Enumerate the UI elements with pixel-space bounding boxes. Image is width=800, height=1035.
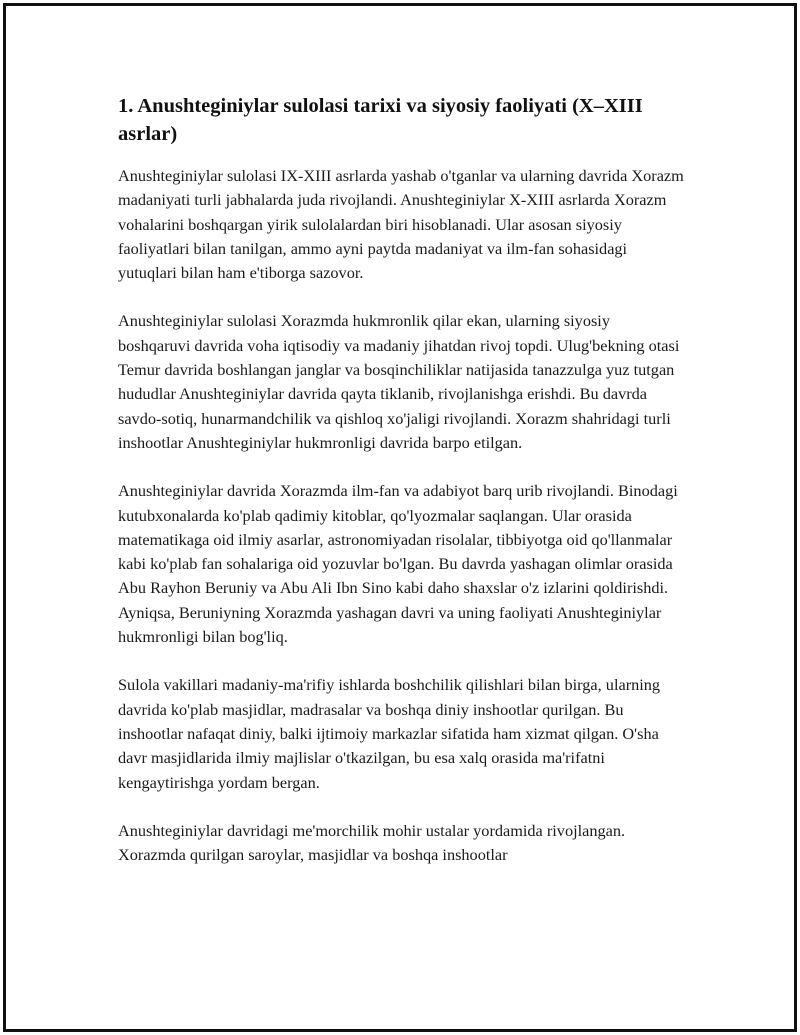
paragraph-3: Anushteginiylar davrida Xorazmda ilm-fan va adabiyot barq urib rivojlandi. Binodagi kutubxonalarda ko'plab qadimiy kitoblar, qo'lyozmalar saqlangan. Ular orasida matematikaga oid ilmiy asarlar, astronomiyadan risolalar, tibbiyotga oid qo'llanmalar kabi ko'plab fan sohalariga oid yozuvlar bo'lgan. Bu davrda yashagan olimlar orasida Abu Rayhon Beruniy va Abu Ali Ibn Sino kabi daho shaxslar o'z izlarini qoldirishdi. Ayniqsa, Beruniyning Xorazmda yashagan davri va uning faoliyati Anushteginiylar hukmronligi bilan bog'liq. <box>118 481 678 647</box>
paragraph-1: Anushteginiylar sulolasi IX-XIII asrlarda yashab o'tganlar va ularning davrida Xorazm madaniyati turli jabhalarda juda rivojlandi. Anushteginiylar X-XIII asrlarda Xorazm vohalarini boshqargan yirik sulolalardan biri hisoblanadi. Ular asosan siyosiy faoliyatlari bilan tanilgan, ammo ayni paytda madaniyat va ilm-fan sohasidagi yutuqlari bilan ham e'tiborga sazovor. <box>118 166 684 283</box>
document-body <box>118 92 686 891</box>
paragraph-4: Sulola vakillari madaniy-ma'rifiy ishlarda boshchilik qilishlari bilan birga, ularning davrida ko'plab masjidlar, madrasalar va boshqa diniy inshootlar qurilgan. Bu inshootlar nafaqat diniy, balki ijtimoiy markazlar sifatida ham xizmat qilgan. O'sha davr masjidlarida ilmiy majlislar o'tkazilgan, bu esa xalq orasida ma'rifatni kengaytirishga yordam bergan. <box>118 675 661 792</box>
paragraph-5: Anushteginiylar davridagi me'morchilik mohir ustalar yordamida rivojlangan. Xorazmda qurilgan saroylar, masjidlar va boshqa inshootlar <box>118 820 626 865</box>
section-heading: 1. Anushteginiylar sulolasi tarixi va siyosiy faoliyati (X–XIII asrlar) <box>118 95 643 145</box>
paragraph-2: Anushteginiylar sulolasi Xorazmda hukmronlik qilar ekan, ularning siyosiy boshqaruvi davrida voha iqtisodiy va madaniy jihatdan rivoj topdi. Ulug'bekning otasi Temur davrida boshlangan janglar va bosqinchiliklar natijasida tanazzulga yuz tutgan hududlar Anushteginiylar davrida qayta tiklanib, rivojlanishga erishdi. Bu davrda savdo-sotiq, hunarmandchilik va qishloq xo'jaligi rivojlandi. Xorazm shahridagi turli inshootlar Anushteginiylar hukmronligi davrida barpo etilgan. <box>118 311 680 452</box>
